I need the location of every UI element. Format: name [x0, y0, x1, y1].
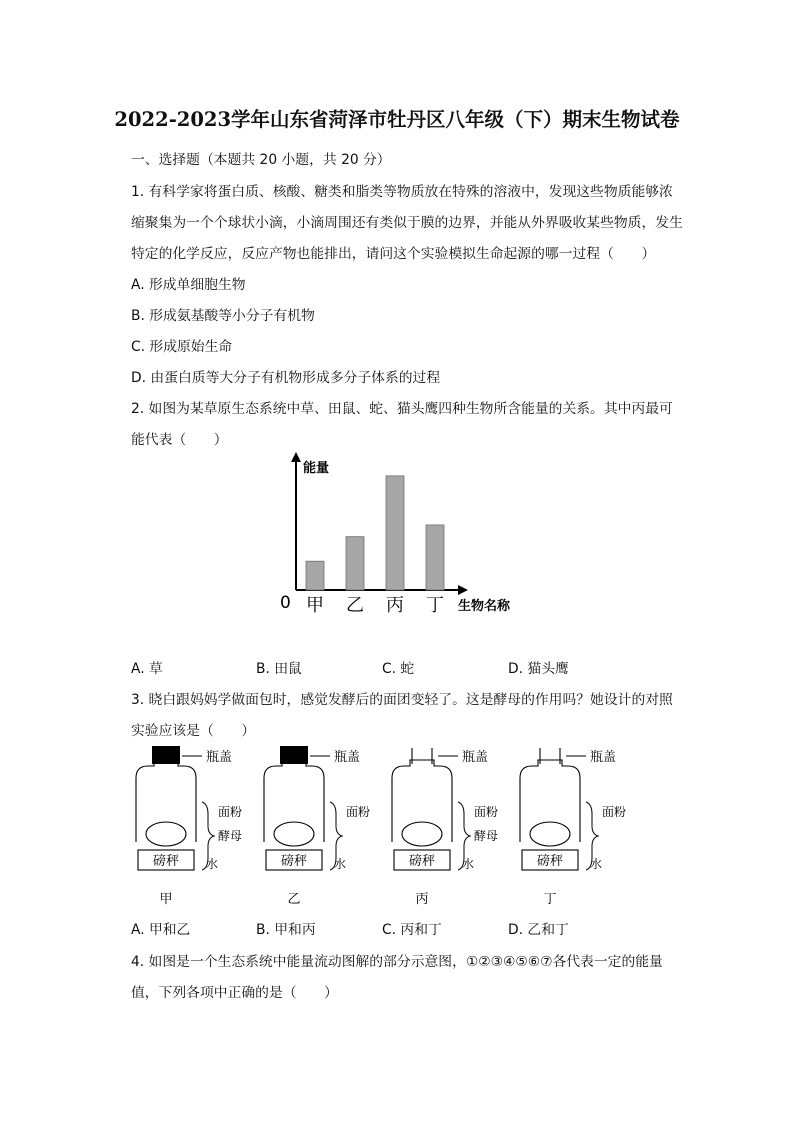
jar-setup-4	[520, 748, 626, 907]
bottle-outline	[264, 760, 324, 842]
contents-label: 面粉	[602, 805, 627, 819]
q2-option-c: C. 蛇	[382, 661, 415, 677]
y-axis-label: 能量	[303, 461, 330, 476]
contents-label: 酵母	[218, 829, 243, 843]
q1-option-b: B. 形成氨基酸等小分子有机物	[131, 308, 315, 324]
bottle-outline	[392, 760, 452, 842]
bar-1	[306, 561, 324, 590]
bottle-outline	[136, 760, 196, 842]
scale-label: 磅秤	[536, 854, 564, 869]
origin-label: 0	[280, 593, 291, 613]
dough-ball	[530, 822, 570, 846]
q3-option-c: C. 丙和丁	[382, 922, 442, 938]
q3-option-b: B. 甲和丙	[256, 922, 316, 938]
dough-ball	[146, 822, 186, 846]
jar-label: 丁	[543, 892, 557, 907]
q2-line-2: 能代表（ ）	[131, 432, 228, 448]
q3-option-d: D. 乙和丁	[508, 922, 569, 938]
x-tick-label: 乙	[346, 595, 364, 616]
bar-4	[426, 525, 444, 590]
q4-line-1: 4. 如图是一个生态系统中能量流动图解的部分示意图，①②③④⑤⑥⑦各代表一定的能量	[131, 954, 663, 970]
contents-label: 面粉	[474, 805, 499, 819]
q1-line-3: 特定的化学反应，反应产物也能排出，请问这个实验模拟生命起源的哪一过程（ ）	[131, 246, 656, 262]
cap-label: 瓶盖	[206, 750, 233, 765]
contents-label: 面粉	[346, 805, 371, 819]
q1-option-c: C. 形成原始生命	[131, 339, 233, 355]
dough-ball	[402, 822, 442, 846]
q2-option-d: D. 猫头鹰	[508, 661, 569, 677]
y-axis-arrow	[291, 452, 301, 462]
section-heading: 一、选择题（本题共 20 小题，共 20 分）	[131, 152, 391, 168]
exam-title: 2022-2023学年山东省菏泽市牡丹区八年级（下）期末生物试卷	[114, 108, 680, 131]
jar-setup-1	[136, 746, 242, 907]
q1-option-a: A. 形成单细胞生物	[131, 277, 246, 293]
water-label: 水	[462, 857, 475, 871]
x-axis-arrow	[458, 585, 468, 595]
contents-label: 面粉	[218, 805, 243, 819]
energy-bar-chart	[270, 448, 530, 623]
q4-line-2: 值，下列各项中正确的是（ ）	[131, 985, 338, 1001]
bottle-cap	[152, 746, 180, 764]
chart-bars	[306, 476, 444, 590]
fermentation-setup-figure	[128, 740, 648, 912]
scale-label: 磅秤	[152, 854, 180, 869]
x-tick-label: 丙	[386, 595, 404, 616]
scale-label: 磅秤	[280, 854, 308, 869]
cap-label: 瓶盖	[334, 750, 361, 765]
dough-ball	[274, 822, 314, 846]
x-axis-label: 生物名称	[458, 599, 511, 614]
cap-label: 瓶盖	[462, 750, 489, 765]
q1-line-2: 缩聚集为一个个球状小滴，小滴周围还有类似于膜的边界，并能从外界吸收某些物质，发生	[131, 215, 683, 231]
q2-option-b: B. 田鼠	[256, 661, 302, 677]
q2-line-1: 2. 如图为某草原生态系统中草、田鼠、蛇、猫头鹰四种生物所含能量的关系。其中丙最可	[131, 401, 673, 417]
q2-option-a: A. 草	[131, 661, 163, 677]
bar-3	[386, 476, 404, 590]
q3-option-a: A. 甲和乙	[131, 922, 191, 938]
chart-tick-labels	[306, 595, 444, 616]
water-label: 水	[206, 857, 219, 871]
q1-line-1: 1. 有科学家将蛋白质、核酸、糖类和脂类等物质放在特殊的溶液中，发现这些物质能够浓	[131, 184, 673, 200]
bar-2	[346, 537, 364, 590]
jar-label: 甲	[159, 892, 173, 907]
x-tick-label: 丁	[426, 595, 444, 616]
scale-label: 磅秤	[408, 854, 436, 869]
jar-label: 丙	[415, 892, 429, 907]
water-label: 水	[590, 857, 603, 871]
q3-line-2: 实验应该是（ ）	[131, 723, 256, 739]
jar-label: 乙	[287, 892, 301, 907]
x-tick-label: 甲	[306, 595, 324, 616]
water-label: 水	[334, 857, 347, 871]
bottle-outline	[520, 760, 580, 842]
q3-line-1: 3. 晓白跟妈妈学做面包时，感觉发酵后的面团变轻了。这是酵母的作用吗？她设计的对照	[131, 692, 673, 708]
bottle-cap	[280, 746, 308, 764]
q1-option-d: D. 由蛋白质等大分子有机物形成多分子体系的过程	[131, 370, 441, 386]
jar-setup-2	[264, 746, 370, 907]
cap-label: 瓶盖	[590, 750, 617, 765]
contents-label: 酵母	[474, 829, 499, 843]
jar-setup-3	[392, 748, 498, 907]
